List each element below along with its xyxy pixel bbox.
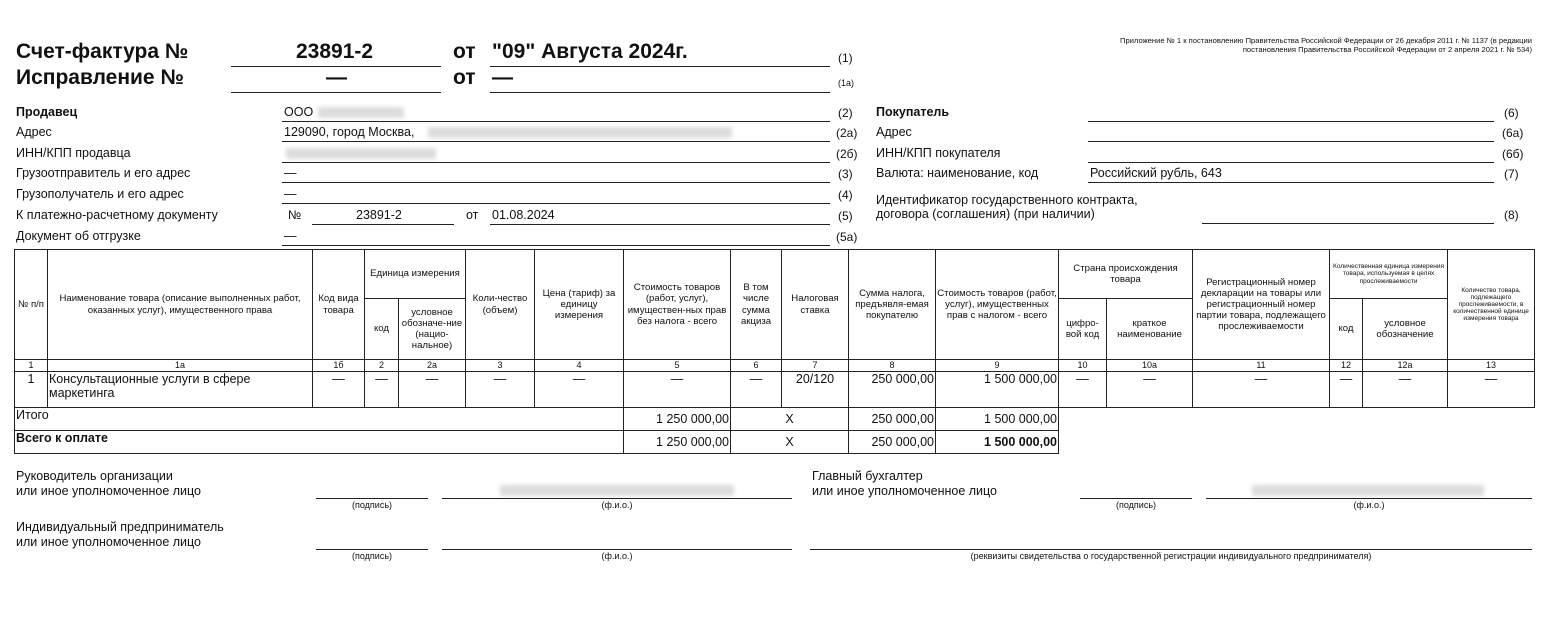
shipment-doc-value: —	[284, 229, 297, 243]
seller-inn-line	[282, 162, 830, 163]
buyer-address-ref: (6а)	[1502, 126, 1524, 140]
ip-signature-line	[316, 549, 428, 550]
row-trace-code: —	[1330, 372, 1363, 408]
col-number: 13	[1448, 360, 1535, 372]
payment-no-label: №	[288, 208, 302, 222]
head-fio-redacted	[500, 485, 734, 496]
total-excise: X	[731, 408, 849, 431]
th-cost-with-tax: Стоимость товаров (работ, услуг), имущественных прав с налогом - всего	[936, 250, 1059, 360]
seller-address-label: Адрес	[16, 125, 52, 139]
contract-label-1: Идентификатор государственного контракта,	[876, 193, 1138, 207]
th-num: № п/п	[15, 250, 48, 360]
head-fio-line	[442, 498, 792, 499]
seller-address-line	[282, 141, 830, 142]
payable-row	[15, 431, 1535, 454]
th-unit: Единица измерения	[365, 250, 466, 299]
ip-cert-line	[810, 549, 1532, 550]
shipment-ref: (5а)	[836, 230, 858, 244]
th-trace-qty: Количество товара, подлежащего прослеживаемости, в количественной единице измерения товара	[1448, 250, 1535, 360]
buyer-address-label: Адрес	[876, 125, 912, 139]
accountant-fio-line	[1206, 498, 1532, 499]
head-label-2: или иное уполномоченное лицо	[16, 484, 202, 498]
ip-label-1: Индивидуальный предприниматель	[16, 520, 224, 534]
row-tax-sum: 250 000,00	[849, 372, 936, 408]
ip-signature-caption: (подпись)	[351, 551, 393, 561]
correction-label: Исправление №	[16, 66, 184, 89]
col-number: 11	[1193, 360, 1330, 372]
accountant-fio-caption: (ф.и.о.)	[1353, 500, 1385, 510]
shipper-label: Грузоотправитель и его адрес	[16, 166, 191, 180]
th-cost-no-tax: Стоимость товаров (работ, услуг), имуществен-ных прав без налога - всего	[624, 250, 731, 360]
accountant-signature-line	[1080, 498, 1192, 499]
invoice-from-label: от	[453, 40, 476, 63]
buyer-name-line	[1088, 121, 1494, 122]
seller-inn-ref: (2б)	[836, 147, 858, 161]
col-number: 12	[1330, 360, 1363, 372]
th-price: Цена (тариф) за единицу измерения	[535, 250, 624, 360]
currency-ref: (7)	[1504, 167, 1519, 181]
row-unit-name: —	[399, 372, 466, 408]
invoice-label: Счет-фактура №	[16, 40, 189, 63]
currency-line	[1088, 182, 1494, 183]
ip-fio-caption: (ф.и.о.)	[601, 551, 633, 561]
payable-cost-with-tax: 1 500 000,00	[936, 431, 1059, 454]
accountant-signature-caption: (подпись)	[1115, 500, 1157, 510]
currency-value: Российский рубль, 643	[1090, 166, 1222, 180]
buyer-ref: (6)	[1504, 106, 1519, 120]
payable-tax-sum: 250 000,00	[849, 431, 936, 454]
th-trace-name: условное обозначение	[1363, 299, 1448, 360]
accountant-fio-redacted	[1252, 485, 1484, 496]
contract-label-2: договора (соглашения) (при наличии)	[876, 207, 1095, 221]
correction-date-line	[490, 92, 830, 93]
total-cost-with-tax: 1 500 000,00	[936, 408, 1059, 431]
total-tax-sum: 250 000,00	[849, 408, 936, 431]
invoice-date-line	[490, 66, 830, 67]
th-trace-code: код	[1330, 299, 1363, 360]
shipment-doc-label: Документ об отгрузке	[16, 229, 141, 243]
correction-from-label: от	[453, 66, 476, 89]
accountant-label-1: Главный бухгалтер	[812, 469, 923, 483]
th-unit-name: условное обозначе-ние (нацио-нальное)	[399, 299, 466, 360]
seller-inn-label: ИНН/КПП продавца	[16, 146, 131, 160]
row-reg-number: —	[1193, 372, 1330, 408]
buyer-address-line	[1088, 141, 1494, 142]
payable-empty	[1059, 431, 1535, 454]
th-reg-number: Регистрационный номер декларации на товары или регистрационный номер партии товара, подлежащего прослеживаемости	[1193, 250, 1330, 360]
payment-no-line	[312, 224, 454, 225]
th-country: Страна происхождения товара	[1059, 250, 1193, 299]
payment-from-label: от	[466, 208, 479, 222]
payment-date: 01.08.2024	[492, 208, 555, 222]
th-country-name: краткое наименование	[1107, 299, 1193, 360]
row-trace-qty: —	[1448, 372, 1535, 408]
head-signature-line	[316, 498, 428, 499]
th-tax-rate: Налоговая ставка	[782, 250, 849, 360]
seller-title: Продавец	[16, 105, 78, 119]
col-number: 2	[365, 360, 399, 372]
shipper-value: —	[284, 166, 297, 180]
col-number: 8	[849, 360, 936, 372]
row-qty: —	[466, 372, 535, 408]
row-price: —	[535, 372, 624, 408]
consignee-line	[282, 203, 830, 204]
invoice-ref: (1)	[838, 51, 853, 65]
ip-cert-caption: (реквизиты свидетельства о государственной регистрации индивидуального предпринимателя)	[970, 551, 1372, 561]
payable-label: Всего к оплате	[15, 431, 624, 454]
payment-ref: (5)	[838, 209, 853, 223]
ip-fio-line	[442, 549, 792, 550]
th-qty: Коли-чество (объем)	[466, 250, 535, 360]
th-type-code: Код вида товара	[313, 250, 365, 360]
col-number: 1б	[313, 360, 365, 372]
row-country-name: —	[1107, 372, 1193, 408]
seller-name-line	[282, 121, 830, 122]
row-cost-no-tax: —	[624, 372, 731, 408]
col-number: 10а	[1107, 360, 1193, 372]
row-tax-rate: 20/120	[782, 372, 849, 408]
currency-label: Валюта: наименование, код	[876, 166, 1039, 180]
invoice-number: 23891-2	[296, 40, 374, 63]
total-empty	[1059, 408, 1535, 431]
row-num: 1	[15, 372, 48, 408]
row-trace-name: —	[1363, 372, 1448, 408]
th-country-code: цифро-вой код	[1059, 299, 1107, 360]
seller-name-redacted	[318, 107, 404, 118]
seller-address-ref: (2а)	[836, 126, 858, 140]
row-unit-code: —	[365, 372, 399, 408]
th-trace-unit: Количественная единица измерения товара, используемая в целях прослеживаемости	[1330, 250, 1448, 299]
th-unit-code: код	[365, 299, 399, 360]
shipper-ref: (3)	[838, 167, 853, 181]
correction-ref: (1а)	[838, 78, 855, 88]
buyer-inn-label: ИНН/КПП покупателя	[876, 146, 1001, 160]
row-type-code: —	[313, 372, 365, 408]
col-number: 4	[535, 360, 624, 372]
contract-ref: (8)	[1504, 208, 1519, 222]
ip-label-2: или иное уполномоченное лицо	[16, 535, 202, 549]
contract-line	[1202, 223, 1494, 224]
col-number: 9	[936, 360, 1059, 372]
invoice-date: "09" Августа 2024г.	[492, 40, 688, 63]
row-name: Консультационные услуги в сфере маркетинга	[48, 372, 313, 408]
row-excise: —	[731, 372, 782, 408]
seller-inn-redacted	[286, 148, 436, 159]
buyer-inn-ref: (6б)	[1502, 147, 1524, 161]
payment-no: 23891-2	[356, 208, 402, 222]
consignee-ref: (4)	[838, 188, 853, 202]
shipper-line	[282, 182, 830, 183]
row-country-code: —	[1059, 372, 1107, 408]
col-number: 6	[731, 360, 782, 372]
head-label-1: Руководитель организации	[16, 469, 173, 483]
column-number-row	[15, 360, 1535, 372]
payable-cost-no-tax: 1 250 000,00	[624, 431, 731, 454]
col-number: 1а	[48, 360, 313, 372]
table-header-row-1	[15, 250, 1535, 299]
shipment-doc-line	[282, 245, 830, 246]
seller-address-redacted	[428, 127, 732, 138]
col-number: 12а	[1363, 360, 1448, 372]
total-cost-no-tax: 1 250 000,00	[624, 408, 731, 431]
buyer-inn-line	[1088, 162, 1494, 163]
appendix-note: Приложение № 1 к постановлению Правительства Российской Федерации от 26 декабря 2011 г. № 1137 (в редакции постановления Правительства Российской Федерации от 2 апреля 2021 г. № 534)	[1120, 36, 1532, 55]
col-number: 7	[782, 360, 849, 372]
payment-date-line	[490, 224, 830, 225]
table-row	[15, 372, 1535, 408]
total-label: Итого	[15, 408, 624, 431]
correction-number: —	[326, 66, 347, 89]
col-number: 1	[15, 360, 48, 372]
col-number: 2а	[399, 360, 466, 372]
correction-number-line	[231, 92, 441, 93]
col-number: 5	[624, 360, 731, 372]
total-row	[15, 408, 1535, 431]
col-number: 10	[1059, 360, 1107, 372]
seller-name: ООО	[284, 105, 314, 119]
invoice-table	[14, 249, 1535, 454]
seller-address: 129090, город Москва,	[284, 125, 415, 139]
head-signature-caption: (подпись)	[351, 500, 393, 510]
consignee-label: Грузополучатель и его адрес	[16, 187, 184, 201]
consignee-value: —	[284, 187, 297, 201]
row-cost-with-tax: 1 500 000,00	[936, 372, 1059, 408]
payable-excise: X	[731, 431, 849, 454]
payment-doc-label: К платежно-расчетному документу	[16, 208, 218, 222]
head-fio-caption: (ф.и.о.)	[601, 500, 633, 510]
col-number: 3	[466, 360, 535, 372]
th-name: Наименование товара (описание выполненных работ, оказанных услуг), имущественного права	[48, 250, 313, 360]
accountant-label-2: или иное уполномоченное лицо	[812, 484, 998, 498]
correction-date: —	[492, 66, 513, 89]
buyer-title: Покупатель	[876, 105, 950, 119]
seller-ref: (2)	[838, 106, 853, 120]
th-excise: В том числе сумма акциза	[731, 250, 782, 360]
th-tax-sum: Сумма налога, предъявля-емая покупателю	[849, 250, 936, 360]
